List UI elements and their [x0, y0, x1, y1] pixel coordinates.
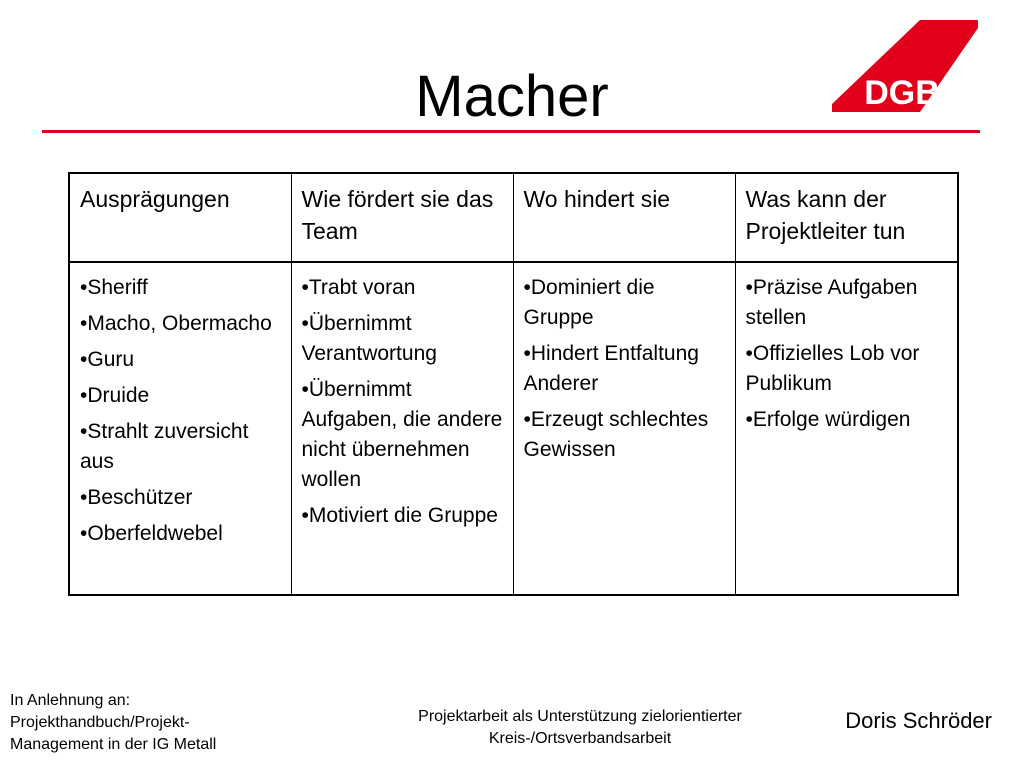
list-item: • Trabt voran — [302, 273, 505, 303]
footer-topic — [360, 706, 800, 750]
list-item: • Übernimmt Verantwortung — [302, 309, 505, 369]
table-row — [69, 262, 958, 595]
list-item: • Guru — [80, 345, 283, 375]
list-item: • Präzise Aufgaben stellen — [746, 273, 950, 333]
dgb-logo — [832, 20, 978, 112]
list-item: • Beschützer — [80, 483, 283, 513]
header-auspraegungen: Ausprägungen — [69, 173, 291, 262]
list-item: • Strahlt zuversicht aus — [80, 417, 283, 477]
list-item: • Erfolge würdigen — [746, 405, 950, 435]
macher-table — [68, 172, 959, 596]
list-projektleiter — [746, 273, 950, 435]
list-auspraegungen — [80, 273, 283, 549]
footer-source-line: Projekthandbuch/Projekt- — [10, 714, 190, 731]
list-hindert — [524, 273, 727, 465]
list-item: • Offizielles Lob vor Publikum — [746, 339, 950, 399]
footer-source-line: In Anlehnung an: — [10, 692, 131, 709]
list-item: • Druide — [80, 381, 283, 411]
footer-source — [10, 690, 290, 756]
footer-author: Doris Schröder — [845, 708, 992, 733]
cell-auspraegungen — [69, 262, 291, 595]
list-item: • Übernimmt Aufgaben, die andere nicht übernehmen wollen — [302, 375, 505, 495]
cell-projektleiter — [735, 262, 958, 595]
list-item: • Macho, Obermacho — [80, 309, 283, 339]
dgb-logo-text: DGB — [864, 74, 940, 112]
slide-title: Macher — [415, 64, 609, 129]
title-divider — [42, 130, 980, 133]
footer-topic-line: Projektarbeit als Unterstützung zielorientierter — [418, 708, 742, 725]
footer-source-line: Management in der IG Metall — [10, 736, 217, 753]
list-item: • Motiviert die Gruppe — [302, 501, 505, 531]
header-projektleiter: Was kann der Projektleiter tun — [735, 173, 958, 262]
list-item: • Hindert Entfaltung Anderer — [524, 339, 727, 399]
table-header-row — [69, 173, 958, 262]
list-foerdert — [302, 273, 505, 531]
list-item: • Sheriff — [80, 273, 283, 303]
dgb-logo-graphic — [832, 20, 978, 112]
header-hindert: Wo hindert sie — [513, 173, 735, 262]
cell-foerdert — [291, 262, 513, 595]
header-foerdert: Wie fördert sie das Team — [291, 173, 513, 262]
footer-topic-line: Kreis-/Ortsverbandsarbeit — [488, 730, 672, 747]
list-item: • Dominiert die Gruppe — [524, 273, 727, 333]
list-item: • Erzeugt schlechtes Gewissen — [524, 405, 727, 465]
cell-hindert — [513, 262, 735, 595]
list-item: • Oberfeldwebel — [80, 519, 283, 549]
